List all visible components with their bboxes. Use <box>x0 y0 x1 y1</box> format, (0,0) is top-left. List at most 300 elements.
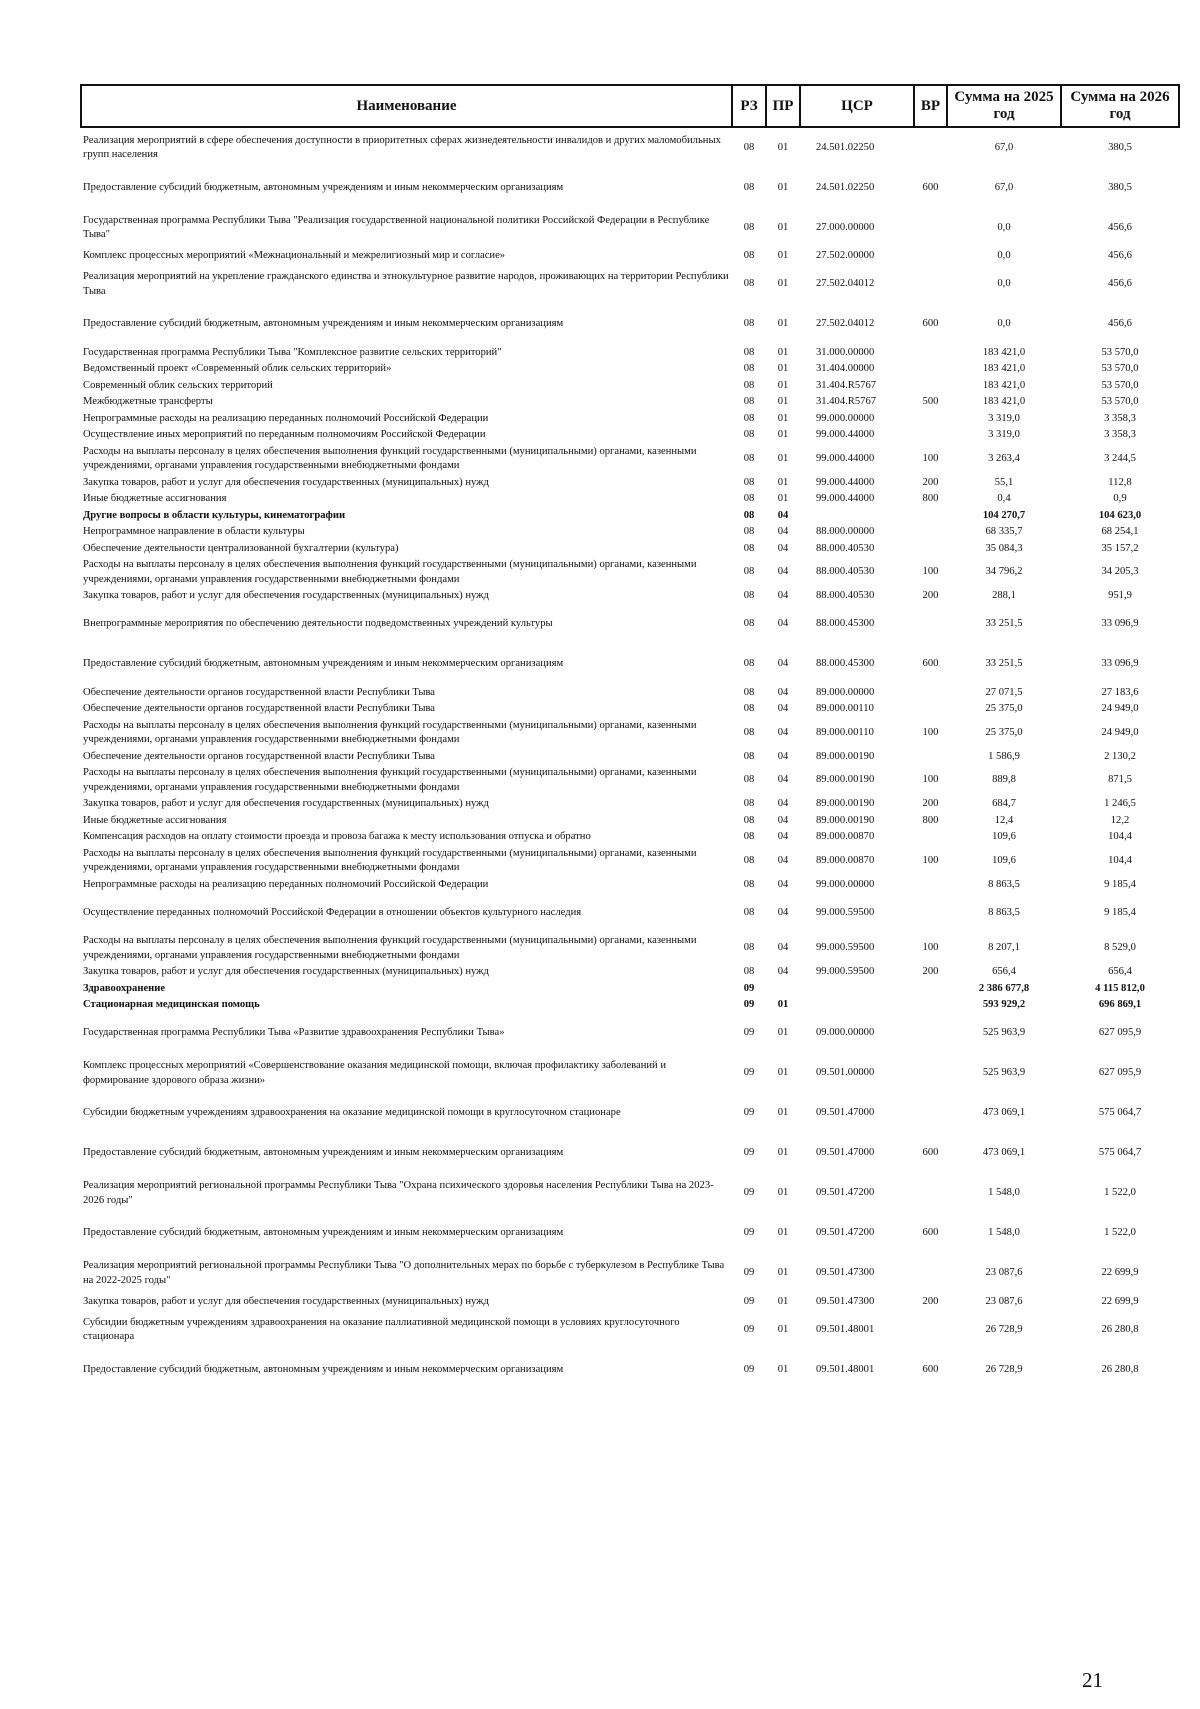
cell-sum-2026: 0,9 <box>1113 493 1127 504</box>
cell-vr: 100 <box>922 854 939 866</box>
cell-csr: 99.000.44000 <box>816 452 875 464</box>
cell-name: Стационарная медицинская помощь <box>83 999 260 1010</box>
cell-csr: 89.000.00190 <box>816 774 875 786</box>
cell-name: Предоставление субсидий бюджетным, автономным учреждениям и иным некоммерческим организациям <box>83 318 564 330</box>
cell-sum-2025: 183 421,0 <box>982 363 1026 374</box>
cell-rz: 09 <box>743 1323 755 1335</box>
cell-name: Государственная программа Республики Тыва "Реализация государственной национальной политики Российской Федерации в Республике Тыва" <box>83 214 710 240</box>
table-row <box>81 378 1179 395</box>
cell-csr: 09.501.48001 <box>816 1363 875 1375</box>
cell-name: Другие вопросы в области культуры, кинематографии <box>83 509 346 521</box>
header-rz: РЗ <box>732 85 766 127</box>
cell-sum-2026: 575 064,7 <box>1098 1147 1142 1159</box>
cell-name: Расходы на выплаты персоналу в целях обеспечения выполнения функций государственными (муниципальными) органами, казенными учреждениями, органами управления государственными внебюджетными фондами <box>83 719 697 745</box>
table-row <box>81 1214 1179 1254</box>
table-row <box>81 475 1179 492</box>
cell-csr: 09.501.47000 <box>816 1147 875 1159</box>
cell-vr <box>914 893 947 933</box>
cell-vr <box>914 701 947 718</box>
table-row <box>81 846 1179 877</box>
cell-sum-2025: 183 421,0 <box>982 379 1026 391</box>
cell-sum-2026: 627 095,9 <box>1098 1027 1142 1039</box>
cell-sum-2025: 35 084,3 <box>985 542 1023 554</box>
cell-sum-2026: 24 949,0 <box>1101 726 1139 738</box>
table-row <box>81 1134 1179 1174</box>
cell-vr: 600 <box>922 658 939 670</box>
table-row <box>81 1294 1179 1311</box>
cell-sum-2025: 109,6 <box>992 854 1016 866</box>
header-sum-2025: Сумма на 2025 год <box>947 85 1061 127</box>
table-row <box>81 997 1179 1014</box>
cell-csr: 88.000.40530 <box>816 566 875 578</box>
cell-pr: 01 <box>777 1267 789 1279</box>
cell-csr: 09.000.00000 <box>816 1027 875 1039</box>
cell-sum-2025: 104 270,7 <box>982 509 1026 521</box>
cell-rz: 08 <box>743 318 755 330</box>
cell-rz: 08 <box>743 141 755 153</box>
cell-vr: 800 <box>922 814 939 826</box>
header-csr: ЦСР <box>800 85 914 127</box>
cell-csr: 09.501.47200 <box>816 1227 875 1239</box>
cell-rz: 09 <box>743 982 755 994</box>
cell-vr: 100 <box>922 566 939 578</box>
cell-pr: 01 <box>777 1227 789 1239</box>
cell-sum-2026: 27 183,6 <box>1101 686 1139 698</box>
cell-pr: 01 <box>777 221 789 233</box>
cell-rz: 08 <box>743 774 755 786</box>
cell-name: Субсидии бюджетным учреждениям здравоохранения на оказание паллиативной медицинской помощи в условиях круглосуточного стационара <box>83 1316 680 1342</box>
cell-sum-2025: 25 375,0 <box>985 703 1023 714</box>
cell-sum-2025: 473 069,1 <box>982 1107 1026 1119</box>
cell-csr: 27.502.00000 <box>816 250 875 261</box>
cell-rz: 08 <box>743 798 755 809</box>
table-row <box>81 427 1179 444</box>
cell-vr: 600 <box>922 1227 939 1239</box>
cell-pr <box>766 981 800 998</box>
table-row <box>81 1310 1179 1350</box>
cell-rz: 08 <box>743 726 755 738</box>
cell-sum-2026: 53 570,0 <box>1101 346 1139 358</box>
header-vr: ВР <box>914 85 947 127</box>
cell-vr <box>914 208 947 248</box>
cell-sum-2026: 8 529,0 <box>1104 942 1136 954</box>
cell-pr: 01 <box>777 493 789 504</box>
cell-rz: 09 <box>743 1107 755 1119</box>
cell-rz: 08 <box>743 346 755 358</box>
table-row <box>81 645 1179 685</box>
cell-pr: 01 <box>777 1187 789 1199</box>
table-row <box>81 361 1179 378</box>
cell-rz: 08 <box>743 509 755 521</box>
cell-vr <box>914 248 947 265</box>
cell-pr: 04 <box>777 658 789 670</box>
cell-name: Реализация мероприятий в сфере обеспечения доступности в приоритетных сферах жизнедеятельности инвалидов и других маломобильных групп населения <box>83 134 721 160</box>
cell-pr: 04 <box>777 774 789 786</box>
cell-sum-2025: 0,0 <box>997 250 1011 261</box>
cell-pr: 01 <box>777 346 789 358</box>
cell-rz: 08 <box>743 412 755 424</box>
cell-csr: 99.000.59500 <box>816 906 875 918</box>
cell-name: Закупка товаров, работ и услуг для обеспечения государственных (муниципальных) нужд <box>83 476 489 488</box>
cell-sum-2025: 34 796,2 <box>985 566 1023 578</box>
table-row <box>81 1054 1179 1094</box>
cell-vr <box>914 749 947 766</box>
cell-csr: 27.502.04012 <box>816 318 875 330</box>
cell-vr: 100 <box>922 942 939 954</box>
cell-name: Современный облик сельских территорий <box>83 379 273 391</box>
cell-rz: 08 <box>743 854 755 866</box>
cell-csr: 89.000.00190 <box>816 814 875 826</box>
cell-vr: 200 <box>922 798 939 809</box>
cell-sum-2025: 67,0 <box>994 141 1014 153</box>
table-row <box>81 491 1179 508</box>
cell-sum-2025: 593 929,2 <box>982 999 1026 1010</box>
cell-rz: 08 <box>743 278 755 290</box>
cell-name: Непрограммные расходы на реализацию переданных полномочий Российской Федерации <box>83 412 489 424</box>
cell-csr: 99.000.00000 <box>816 878 875 890</box>
cell-vr <box>914 127 947 168</box>
cell-vr <box>914 411 947 428</box>
table-row <box>81 208 1179 248</box>
cell-sum-2025: 1 548,0 <box>988 1227 1020 1239</box>
table-row <box>81 168 1179 208</box>
cell-name: Осуществление переданных полномочий Российской Федерации в отношении объектов культурного наследия <box>83 906 582 918</box>
cell-sum-2026: 53 570,0 <box>1101 363 1139 374</box>
cell-vr <box>914 605 947 645</box>
cell-rz: 08 <box>743 493 755 504</box>
cell-sum-2025: 288,1 <box>992 590 1016 601</box>
cell-vr <box>914 1254 947 1294</box>
cell-sum-2026: 456,6 <box>1108 221 1132 233</box>
cell-vr <box>914 378 947 395</box>
cell-rz: 09 <box>743 1267 755 1279</box>
cell-rz: 09 <box>743 1147 755 1159</box>
cell-sum-2026: 456,6 <box>1108 318 1132 330</box>
cell-name: Государственная программа Республики Тыва «Развитие здравоохранения Республики Тыва» <box>83 1027 505 1039</box>
cell-csr: 89.000.00110 <box>816 726 874 738</box>
cell-vr: 200 <box>922 476 939 488</box>
header-sum-2026: Сумма на 2026 год <box>1061 85 1179 127</box>
table-row <box>81 394 1179 411</box>
cell-pr: 04 <box>777 906 789 918</box>
cell-sum-2026: 4 115 812,0 <box>1095 982 1145 994</box>
cell-csr: 27.000.00000 <box>816 221 875 233</box>
cell-pr: 04 <box>777 509 789 521</box>
cell-csr <box>800 981 914 998</box>
cell-sum-2026: 871,5 <box>1108 774 1132 786</box>
cell-sum-2025: 3 319,0 <box>988 429 1020 440</box>
cell-rz: 08 <box>743 566 755 578</box>
table-row <box>81 813 1179 830</box>
cell-rz: 08 <box>743 221 755 233</box>
table-row <box>81 588 1179 605</box>
table-row <box>81 524 1179 541</box>
cell-sum-2026: 9 185,4 <box>1104 878 1136 890</box>
cell-csr: 09.501.47200 <box>816 1187 875 1199</box>
cell-vr: 800 <box>922 493 939 504</box>
table-row <box>81 964 1179 981</box>
table-row <box>81 305 1179 345</box>
cell-sum-2025: 23 087,6 <box>985 1295 1023 1307</box>
cell-csr: 09.501.47300 <box>816 1295 875 1307</box>
cell-pr: 04 <box>777 566 789 578</box>
cell-pr: 04 <box>777 942 789 954</box>
cell-vr: 100 <box>922 726 939 738</box>
page-number: 21 <box>1082 1668 1103 1692</box>
cell-rz: 08 <box>743 686 755 698</box>
cell-pr: 04 <box>777 618 789 630</box>
cell-pr: 01 <box>777 1147 789 1159</box>
cell-sum-2026: 627 095,9 <box>1098 1067 1142 1079</box>
cell-vr: 600 <box>922 181 939 193</box>
table-row <box>81 1350 1179 1390</box>
cell-sum-2026: 456,6 <box>1108 250 1132 261</box>
table-row <box>81 444 1179 475</box>
cell-csr <box>800 508 914 525</box>
cell-rz: 09 <box>743 1295 755 1307</box>
cell-csr: 99.000.44000 <box>816 429 875 440</box>
header-name: Наименование <box>81 85 732 127</box>
cell-sum-2026: 104,4 <box>1108 831 1132 842</box>
cell-name: Комплекс процессных мероприятий «Совершенствование оказания медицинской помощи, включая профилактику заболеваний и формирование здорового образа жизни» <box>83 1060 667 1086</box>
cell-rz: 08 <box>743 181 755 193</box>
cell-sum-2026: 656,4 <box>1108 966 1132 977</box>
budget-table <box>80 84 1180 1390</box>
cell-name: Ведомственный проект «Современный облик сельских территорий» <box>83 363 392 374</box>
cell-vr: 100 <box>922 774 939 786</box>
cell-vr <box>914 361 947 378</box>
cell-name: Осуществление иных мероприятий по переданным полномочиям Российской Федерации <box>83 429 486 440</box>
cell-sum-2026: 104 623,0 <box>1098 509 1142 521</box>
table-row <box>81 345 1179 362</box>
cell-vr <box>914 1094 947 1134</box>
cell-csr: 31.404.00000 <box>816 363 875 374</box>
cell-name: Закупка товаров, работ и услуг для обеспечения государственных (муниципальных) нужд <box>83 590 489 601</box>
cell-csr: 88.000.00000 <box>816 526 875 537</box>
cell-csr: 88.000.45300 <box>816 658 875 670</box>
cell-rz: 09 <box>743 1027 755 1039</box>
cell-name: Внепрограммные мероприятия по обеспечению деятельности подведомственных учреждений культуры <box>83 618 553 630</box>
cell-vr: 100 <box>922 452 939 464</box>
cell-sum-2025: 23 087,6 <box>985 1267 1023 1279</box>
cell-sum-2025: 8 863,5 <box>988 878 1020 890</box>
cell-pr: 04 <box>777 814 789 826</box>
cell-sum-2025: 1 586,9 <box>988 750 1020 762</box>
cell-pr: 01 <box>777 999 789 1010</box>
cell-sum-2025: 8 863,5 <box>988 906 1020 918</box>
cell-rz: 08 <box>743 831 755 842</box>
cell-pr: 04 <box>777 854 789 866</box>
cell-csr <box>800 997 914 1014</box>
cell-vr: 200 <box>922 1295 939 1307</box>
table-row <box>81 1254 1179 1294</box>
cell-sum-2025: 27 071,5 <box>985 686 1023 698</box>
cell-vr <box>914 541 947 558</box>
cell-sum-2026: 380,5 <box>1108 181 1132 193</box>
cell-vr <box>914 981 947 998</box>
table-row <box>81 877 1179 894</box>
cell-csr: 24.501.02250 <box>816 141 875 153</box>
cell-sum-2026: 380,5 <box>1108 141 1132 153</box>
cell-sum-2026: 575 064,7 <box>1098 1107 1142 1119</box>
cell-vr <box>914 1174 947 1214</box>
cell-sum-2026: 22 699,9 <box>1101 1267 1139 1279</box>
cell-sum-2025: 25 375,0 <box>985 726 1023 738</box>
cell-pr: 01 <box>777 396 789 407</box>
cell-name: Обеспечение деятельности централизованной бухгалтерии (культура) <box>83 542 399 554</box>
cell-rz: 09 <box>743 1187 755 1199</box>
table-row <box>81 796 1179 813</box>
cell-pr: 04 <box>777 750 789 762</box>
cell-csr: 27.502.04012 <box>816 278 875 290</box>
cell-name: Государственная программа Республики Тыва "Комплексное развитие сельских территорий" <box>83 346 502 358</box>
cell-csr: 09.501.47000 <box>816 1107 875 1119</box>
cell-sum-2026: 3 244,5 <box>1104 452 1136 464</box>
cell-sum-2026: 22 699,9 <box>1101 1295 1139 1307</box>
table-row <box>81 508 1179 525</box>
cell-vr <box>914 877 947 894</box>
cell-sum-2025: 0,0 <box>997 221 1011 233</box>
cell-csr: 09.501.00000 <box>816 1067 875 1079</box>
cell-vr: 600 <box>922 318 939 330</box>
cell-sum-2026: 9 185,4 <box>1104 906 1136 918</box>
cell-sum-2026: 3 358,3 <box>1104 429 1136 440</box>
cell-sum-2026: 68 254,1 <box>1101 526 1139 537</box>
cell-sum-2026: 1 522,0 <box>1104 1227 1136 1239</box>
cell-sum-2025: 0,4 <box>997 493 1011 504</box>
cell-csr: 88.000.40530 <box>816 590 875 601</box>
cell-pr: 04 <box>777 966 789 977</box>
cell-rz: 08 <box>743 363 755 374</box>
cell-sum-2026: 112,8 <box>1108 476 1132 488</box>
cell-rz: 08 <box>743 966 755 977</box>
cell-name: Расходы на выплаты персоналу в целях обеспечения выполнения функций государственными (муниципальными) органами, казенными учреждениями, органами управления государственными внебюджетными фондами <box>83 935 697 961</box>
cell-pr: 04 <box>777 542 789 554</box>
cell-sum-2025: 67,0 <box>994 181 1014 193</box>
cell-sum-2026: 35 157,2 <box>1101 542 1139 554</box>
cell-vr: 500 <box>922 396 939 407</box>
table-row <box>81 765 1179 796</box>
table-row <box>81 1094 1179 1134</box>
cell-sum-2026: 104,4 <box>1108 854 1132 866</box>
cell-name: Реализация мероприятий на укрепление гражданского единства и этнокультурное развитие народов, проживающих на территории Республики Тыва <box>83 271 729 297</box>
cell-csr: 99.000.44000 <box>816 476 875 488</box>
cell-vr: 200 <box>922 966 939 977</box>
cell-name: Предоставление субсидий бюджетным, автономным учреждениям и иным некоммерческим организациям <box>83 658 564 670</box>
table-row <box>81 685 1179 702</box>
cell-csr: 88.000.45300 <box>816 618 875 630</box>
cell-rz: 08 <box>743 906 755 918</box>
cell-csr: 31.000.00000 <box>816 346 875 358</box>
cell-pr: 01 <box>777 476 789 488</box>
cell-vr <box>914 1014 947 1054</box>
cell-sum-2026: 951,9 <box>1108 590 1132 601</box>
cell-pr: 04 <box>777 798 789 809</box>
cell-csr: 99.000.59500 <box>816 942 875 954</box>
cell-sum-2025: 3 263,4 <box>988 452 1020 464</box>
cell-name: Непрограммные расходы на реализацию переданных полномочий Российской Федерации <box>83 878 489 890</box>
cell-sum-2025: 473 069,1 <box>982 1147 1026 1159</box>
cell-csr: 09.501.47300 <box>816 1267 875 1279</box>
cell-pr: 01 <box>777 429 789 440</box>
table-row <box>81 829 1179 846</box>
cell-name: Иные бюджетные ассигнования <box>83 493 227 504</box>
cell-name: Комплекс процессных мероприятий «Межнациональный и межрелигиозный мир и согласие» <box>83 250 506 261</box>
cell-csr: 89.000.00110 <box>816 703 874 714</box>
table-row <box>81 557 1179 588</box>
cell-csr: 89.000.00870 <box>816 854 875 866</box>
cell-name: Расходы на выплаты персоналу в целях обеспечения выполнения функций государственными (муниципальными) органами, казенными учреждениями, органами управления государственными внебюджетными фондами <box>83 445 697 471</box>
cell-rz: 08 <box>743 618 755 630</box>
cell-pr: 01 <box>777 1027 789 1039</box>
cell-pr: 04 <box>777 726 789 738</box>
cell-pr: 01 <box>777 278 789 290</box>
cell-sum-2025: 0,0 <box>997 278 1011 290</box>
cell-vr <box>914 685 947 702</box>
cell-csr: 24.501.02250 <box>816 181 875 193</box>
cell-pr: 04 <box>777 686 789 698</box>
cell-rz: 08 <box>743 250 755 261</box>
cell-name: Обеспечение деятельности органов государственной власти Республики Тыва <box>83 703 436 714</box>
cell-rz: 08 <box>743 452 755 464</box>
cell-csr: 89.000.00000 <box>816 686 875 698</box>
cell-rz: 09 <box>743 1363 755 1375</box>
cell-sum-2025: 684,7 <box>992 798 1016 809</box>
cell-sum-2025: 55,1 <box>994 476 1014 488</box>
cell-sum-2026: 53 570,0 <box>1101 379 1139 391</box>
cell-vr <box>914 997 947 1014</box>
cell-pr: 01 <box>777 412 789 424</box>
cell-vr <box>914 524 947 541</box>
cell-pr: 01 <box>777 1295 789 1307</box>
cell-sum-2026: 3 358,3 <box>1104 412 1136 424</box>
cell-pr: 04 <box>777 526 789 537</box>
cell-rz: 09 <box>743 1067 755 1079</box>
cell-csr: 89.000.00190 <box>816 798 875 809</box>
cell-pr: 01 <box>777 250 789 261</box>
cell-csr: 31.404.R5767 <box>816 396 877 407</box>
table-row <box>81 541 1179 558</box>
cell-vr <box>914 1054 947 1094</box>
cell-sum-2025: 2 386 677,8 <box>978 982 1030 994</box>
cell-vr <box>914 829 947 846</box>
cell-vr: 600 <box>922 1147 939 1159</box>
table-row <box>81 411 1179 428</box>
cell-csr: 99.000.00000 <box>816 412 875 424</box>
cell-name: Компенсация расходов на оплату стоимости проезда и провоза багажа к месту использования отпуска и обратно <box>83 831 591 842</box>
cell-rz: 08 <box>743 429 755 440</box>
cell-sum-2025: 26 728,9 <box>985 1363 1023 1375</box>
cell-name: Иные бюджетные ассигнования <box>83 814 227 826</box>
cell-sum-2026: 24 949,0 <box>1101 703 1139 714</box>
cell-name: Реализация мероприятий региональной программы Республики Тыва "О дополнительных мерах по борьбе с туберкулезом в Республике Тыва на 2022-2025 годы" <box>83 1260 725 1286</box>
cell-pr: 01 <box>777 452 789 464</box>
cell-sum-2026: 33 096,9 <box>1101 618 1139 630</box>
cell-rz: 08 <box>743 750 755 762</box>
table-header <box>81 85 1179 127</box>
table-row <box>81 248 1179 265</box>
cell-vr: 200 <box>922 590 939 601</box>
header-row <box>81 85 1179 127</box>
cell-sum-2025: 33 251,5 <box>985 658 1023 670</box>
header-pr: ПР <box>766 85 800 127</box>
cell-name: Межбюджетные трансферты <box>83 396 213 407</box>
table-row <box>81 718 1179 749</box>
cell-name: Закупка товаров, работ и услуг для обеспечения государственных (муниципальных) нужд <box>83 1295 489 1307</box>
cell-rz: 09 <box>743 999 755 1010</box>
cell-sum-2026: 33 096,9 <box>1101 658 1139 670</box>
cell-pr: 01 <box>777 363 789 374</box>
